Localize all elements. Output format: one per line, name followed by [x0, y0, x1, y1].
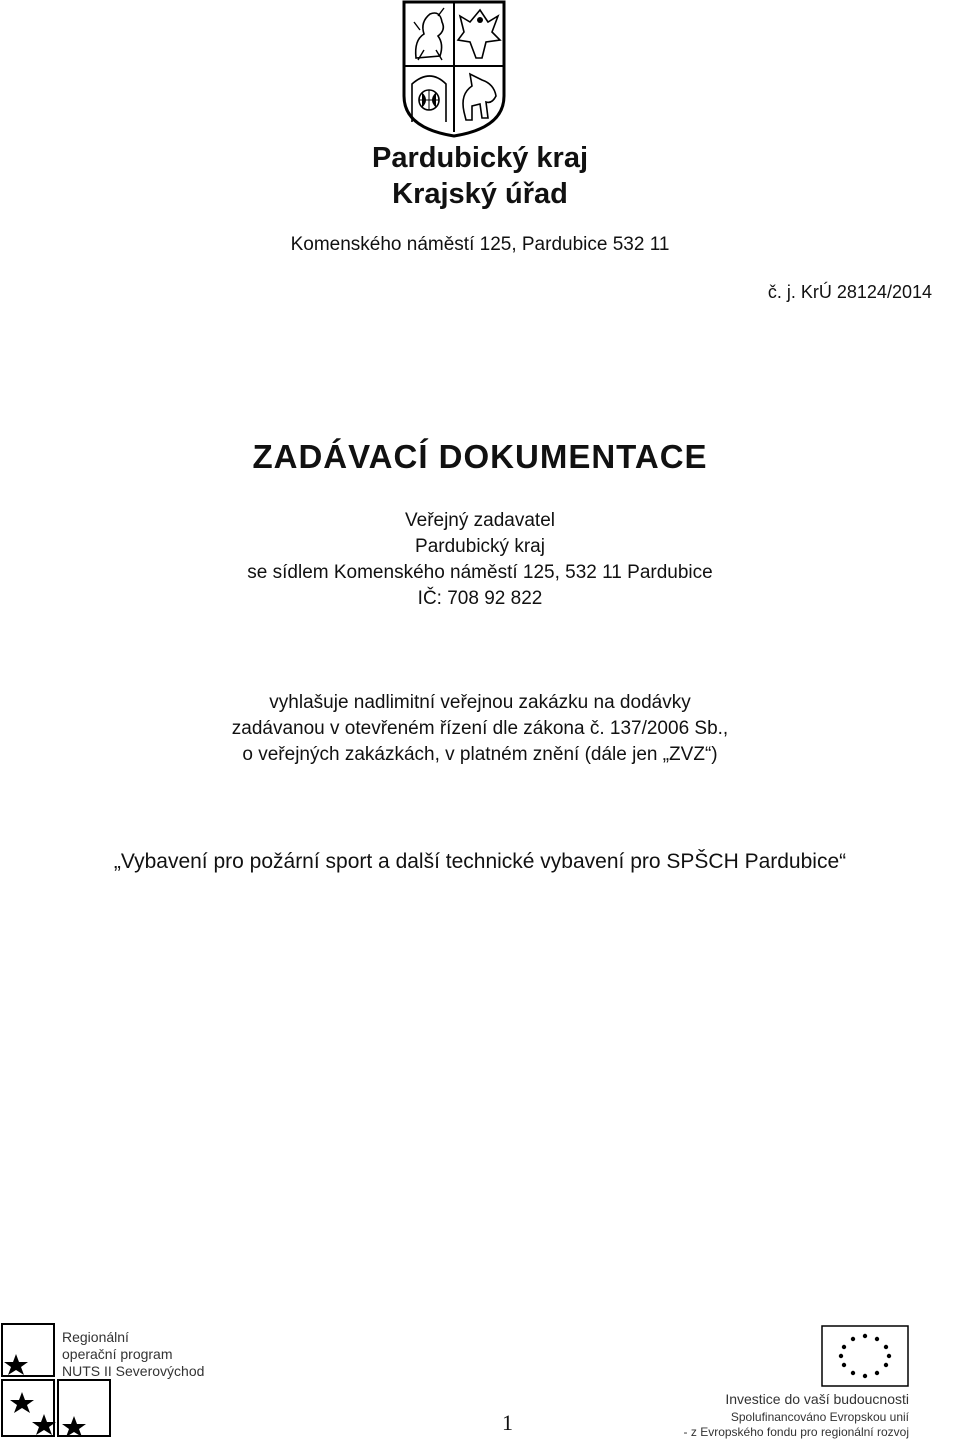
announcement-block [0, 690, 960, 768]
eu-logo [650, 1322, 920, 1440]
contracting-authority-block [0, 508, 960, 612]
announcement-line: zadávanou v otevřeném řízení dle zákona č. 137/2006 Sb., [231, 718, 729, 739]
authority-line: IČ: 708 92 822 [417, 588, 543, 609]
coat-of-arms-logo [400, 0, 508, 138]
authority-line: se sídlem Komenského náměstí 125, 532 11 Pardubice [247, 562, 713, 583]
eu-logo-line: Spolufinancováno Evropskou unií [730, 1410, 909, 1424]
announcement-line: vyhlašuje nadlimitní veřejnou zakázku na dodávky [269, 692, 691, 713]
office-address: Komenského náměstí 125, Pardubice 532 11 [290, 234, 670, 255]
office-name: Krajský úřad [392, 178, 568, 210]
eu-logo-line: Investice do vaší budoucnosti [725, 1391, 909, 1407]
announcement-line: o veřejných zakázkách, v platném znění (dále jen „ZVZ“) [242, 744, 718, 765]
document-title: ZADÁVACÍ DOKUMENTACE [252, 438, 708, 475]
rop-logo-line: NUTS II Severovýchod [62, 1363, 205, 1379]
organization-name: Pardubický kraj [372, 142, 588, 174]
eu-logo-line: - z Evropského fondu pro regionální rozvoj [683, 1425, 909, 1439]
authority-line: Pardubický kraj [415, 536, 545, 557]
page-number: 1 [502, 1410, 513, 1435]
rop-logo [0, 1322, 220, 1440]
authority-line: Veřejný zadavatel [405, 510, 555, 531]
reference-number: č. j. KrÚ 28124/2014 [767, 282, 932, 302]
contract-subject: „Vybavení pro požární sport a další technické vybavení pro SPŠCH Pardubice“ [113, 850, 847, 873]
rop-logo-line: Regionální [62, 1329, 129, 1345]
rop-logo-line: operační program [62, 1346, 173, 1362]
